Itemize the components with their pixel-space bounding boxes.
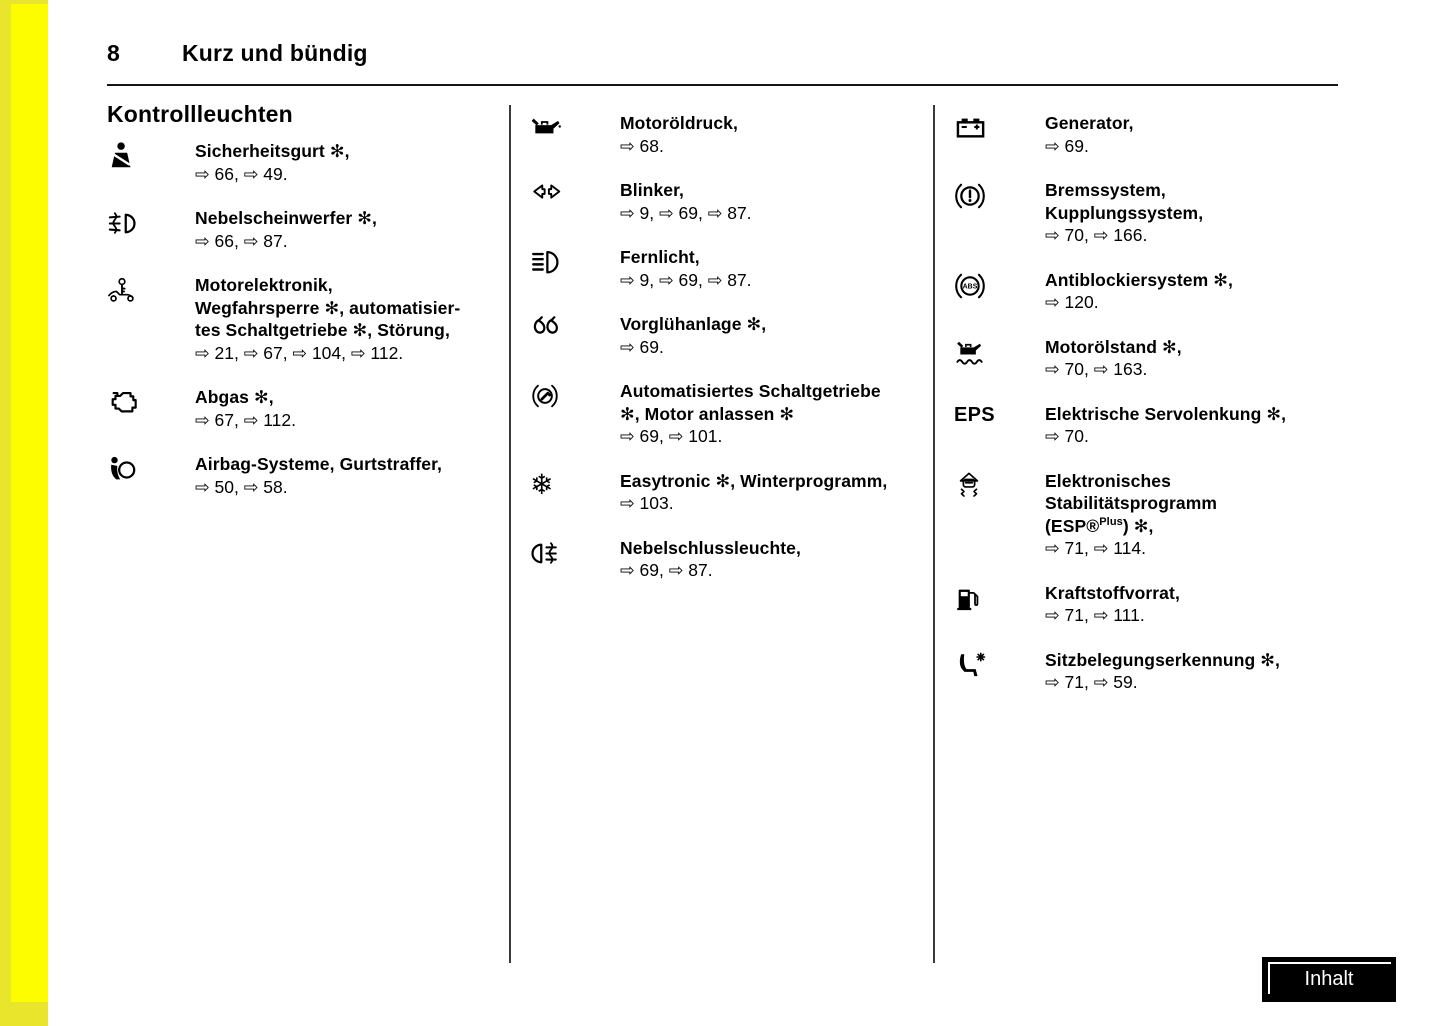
page-edge-stripe-highlight [11,4,48,1002]
esp-name-superscript: Plus [1099,515,1123,528]
indicator-name-line: Antiblockiersystem ✻, [1045,269,1233,290]
indicator-item-airbag [107,453,507,498]
indicator-item-seatbelt [107,140,507,185]
indicator-name-line: Abgas ✻, [195,387,274,407]
indicator-item-seat-occupancy [954,649,1356,694]
indicator-item-turn-signals [530,179,930,224]
indicator-page-refs: ⇨ 103. [620,493,674,513]
esp-name-fragment: (ESP® [1045,515,1100,536]
indicator-name-line: Elektronisches [1045,470,1171,491]
indicator-name-line: Airbag-Systeme, Gurtstraffer, [195,454,443,474]
front-fog-light-icon [107,208,137,238]
oil-pressure-icon [530,113,562,139]
indicator-page-refs: ⇨ 50, ⇨ 58. [195,476,288,497]
indicator-item-esp [954,470,1356,560]
esp-name-fragment: ) ✻, [1122,515,1154,536]
header-rule [107,84,1338,86]
abs-icon-label: ABS [962,283,978,291]
indicator-page-refs: ⇨ 70. [1045,426,1089,446]
indicator-page-refs: ⇨ 69. [620,336,664,357]
indicator-page-refs: ⇨ 21, ⇨ 67, ⇨ 104, ⇨ 112. [195,342,404,363]
rear-fog-light-icon [530,538,560,568]
indicator-name-line: Sitzbelegungserkennung ✻, [1045,649,1280,670]
oil-level-icon [954,337,986,367]
indicator-name-line: Generator, [1045,113,1134,133]
indicator-name-line: Easytronic ✻, Winterprogramm, [620,470,888,491]
indicator-name-line: Nebelscheinwerfer ✻, [195,208,378,228]
indicator-name-line: Stabilitätsprogramm [1045,493,1218,513]
indicator-name-line: Kupplungssystem, [1045,202,1204,223]
indicator-name-line: Blinker, [620,180,685,200]
indicator-page-refs: ⇨ 67, ⇨ 112. [195,409,297,430]
indicator-item-automated-transmission [530,380,930,448]
indicator-page-refs: ⇨ 70, ⇨ 163. [1045,359,1148,379]
indicator-item-eps [954,403,1356,448]
battery-icon [954,113,988,141]
snowflake-icon: ❄ [530,468,554,500]
indicator-item-engine-electronics [107,274,507,364]
indicator-page-refs: ⇨ 69, ⇨ 101. [620,426,723,446]
indicator-name-line: Vorglühanlage ✻, [620,314,767,334]
abs-icon [954,270,986,302]
indicator-item-fuel [954,582,1356,627]
indicator-name-line: ✻, Motor anlassen ✻ [620,403,795,424]
indicator-page-refs: ⇨ 68. [620,135,664,156]
automated-transmission-icon [530,381,560,411]
indicator-page-refs: ⇨ 66, ⇨ 49. [195,163,288,184]
indicator-item-oil-pressure [530,112,930,157]
indicator-page-refs: ⇨ 70, ⇨ 166. [1045,225,1148,245]
indicator-page-refs: ⇨ 71, ⇨ 114. [1045,538,1147,558]
column-3 [954,112,1356,716]
seatbelt-icon [107,141,137,171]
exhaust-engine-icon [107,387,139,417]
indicator-item-glow-plug [530,313,930,358]
indicator-page-refs: ⇨ 66, ⇨ 87. [195,230,288,251]
chapter-title: Kurz und bündig [182,40,368,66]
indicator-name-line: Bremssystem, [1045,180,1166,200]
indicator-name-line: Elektrische Servolenkung ✻, [1045,403,1287,424]
indicator-page-refs: ⇨ 69. [1045,135,1089,156]
indicator-page-refs: ⇨ 9, ⇨ 69, ⇨ 87. [620,269,752,290]
indicator-item-exhaust [107,386,507,431]
glow-plug-icon [530,314,562,340]
indicator-name-line: Sicherheitsgurt ✻, [195,141,350,161]
turn-signals-icon [530,180,564,204]
inhalt-button[interactable] [1262,957,1396,1002]
indicator-item-generator [954,112,1356,157]
indicator-page-refs: ⇨ 9, ⇨ 69, ⇨ 87. [620,202,752,223]
section-heading: Kontrollleuchten [107,101,293,127]
indicator-name-line: Nebelschlussleuchte, [620,537,801,558]
indicator-name-line: Motorölstand ✻, [1045,336,1182,357]
indicator-item-oil-level [954,336,1356,381]
indicator-name-line: Wegfahrsperre ✻, automatisier- [195,297,461,318]
brake-system-icon [954,180,986,212]
esp-car-icon [954,471,984,501]
indicator-name-line: Fernlicht, [620,247,700,267]
indicator-item-rear-fog [530,537,930,582]
indicator-name-line [1045,515,1356,538]
indicator-item-easytronic [530,470,930,515]
indicator-name-line: Kraftstoffvorrat, [1045,582,1180,603]
indicator-item-high-beam [530,246,930,291]
eps-text-icon: EPS [954,403,995,426]
seat-occupancy-icon [954,650,988,678]
indicator-item-abs [954,269,1356,314]
inhalt-button-label: Inhalt [1304,968,1354,990]
indicator-page-refs: ⇨ 69, ⇨ 87. [620,560,713,580]
page-number: 8 [107,40,120,66]
column-divider [933,105,935,963]
indicator-item-brake-system [954,179,1356,247]
indicator-item-front-fog [107,207,507,252]
indicator-name-line: Automatisiertes Schaltgetriebe [620,381,881,401]
column-divider [509,105,511,963]
indicator-name-line: tes Schaltgetriebe ✻, Störung, [195,320,450,340]
fuel-pump-icon [954,583,982,613]
column-1 [107,101,507,520]
indicator-name-line: Motoröldruck, [620,113,738,133]
indicator-name-line: Motorelektronik, [195,275,333,295]
indicator-page-refs: ⇨ 71, ⇨ 111. [1045,605,1145,625]
airbag-icon [107,454,137,484]
indicator-page-refs: ⇨ 71, ⇨ 59. [1045,672,1138,692]
indicator-page-refs: ⇨ 120. [1045,292,1099,312]
engine-electronics-key-icon [107,275,137,305]
high-beam-icon [530,247,560,277]
column-2 [530,112,930,604]
